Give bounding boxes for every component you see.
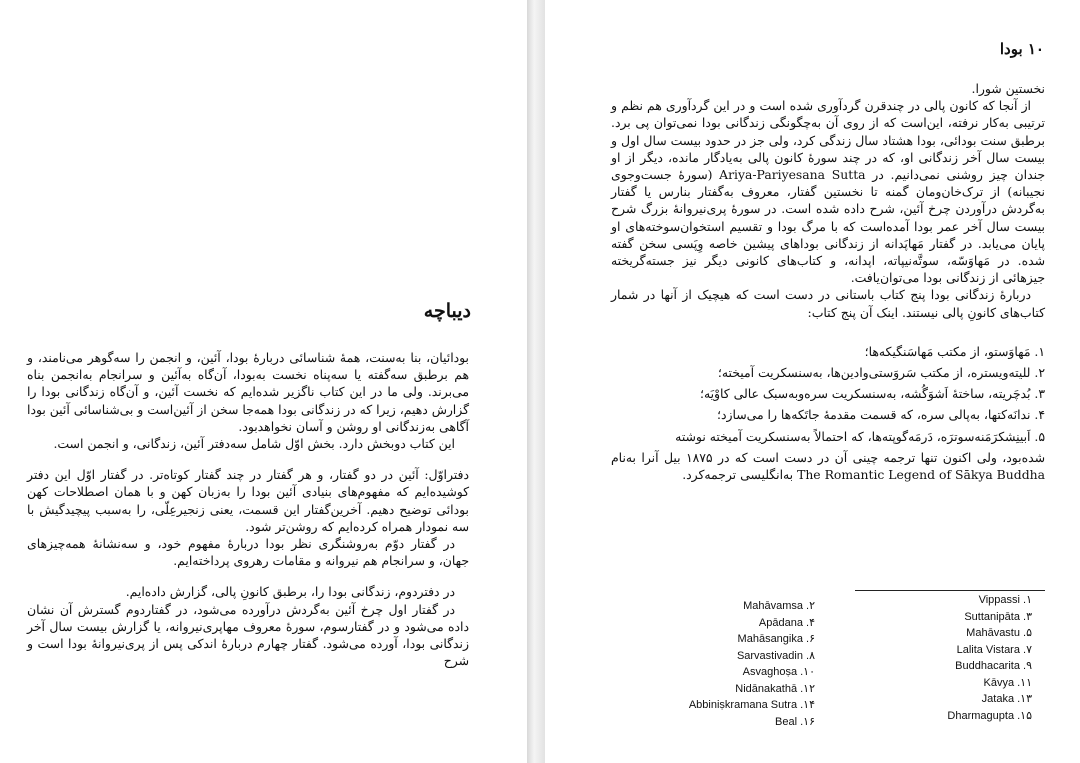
footnote: Suttanipāta .۳ (964, 610, 1032, 623)
footnote: Mahāvastu .۵ (966, 627, 1032, 639)
footnote: Beal .۱۶ (775, 715, 815, 728)
footnote: Apādana .۴ (758, 616, 815, 629)
footnote: Asvaghoṣa .۱۰ (742, 666, 815, 678)
footnote: Dharmagupta .۱۵ (947, 709, 1032, 722)
footnotes-left-column (689, 598, 815, 730)
list-item: ۴. ندانَه‌کتها، به‌پالی سره، که قسمت مقدمهٔ جاتَکه‌ها را می‌سازد؛ (717, 407, 1045, 423)
footnote: Mahāvamsa .۲ (743, 600, 815, 612)
right-paragraph-2: از آنجا که کانون پالی در چندقرن گردآوری شده است و در این گردآوری هم نظم و ترتیبی به‌کار نرفته، این‌است که از روی آن به‌چگونگی زندگانی بودا نمی‌توان پی برد. برطبق سنت بودائی، بودا هشتاد سال زندگی کرد، ولی جز در حدود بیست سال اول و بیست سال آخر زندگانی او، که در چند سورهٔ کانون پالی به‌یادگار مانده، دیگر از او جندان چیز روشنی نمی‌دانیم. در Ariya-Pariyesana Sutta (سورهٔ جست‌وجوی نجیبانه) از ترک‌خان‌ومان گمنه تا نخستین گفتار، معروف به‌گفتار بنارس یا گفتار به‌گردش درآوردن چرخ آئین، شرح داده شده است. در سورهٔ پری‌نیروانهٔ بزرگ شرح بیست سال آخر عمر بودا آمده‌است که با مرگ بودا و تقسیم استخوان‌سوخته‌های او پایان می‌یابد. در گفتار مَهاپَدانه از زندگانی بوداهای پیشین خاصه وِپَسی سخن گفته شده. در مَهاوَسّه، سوتَّه‌نیپاته، اپدانه، و کتاب‌های کانونی دیگر نیز جسته‌گریخته جیزهائی از زندگانی بودا می‌توان‌یافت. (611, 98, 1045, 286)
left-paragraph-4: در گفتار دوّم به‌روشنگری نظر بودا دربارهٔ مفهوم خود، و سه‌نشانهٔ همه‌چیزهای جهان، و سرانجام هم نیروانه و مقامات رهروی پرداخته‌ایم. (27, 536, 469, 569)
right-body-text (611, 80, 1045, 483)
left-paragraph-2: این کتاب دوبخش دارد. بخش اوّل شامل سه‌دفتر آئین، زندگانی، و انجمن است. (53, 436, 455, 452)
footnote: Buddhacarita .۹ (955, 660, 1032, 672)
footnote: Mahāsangika .۶ (737, 633, 815, 645)
left-page (0, 0, 527, 763)
chapter-heading: دیباچه (423, 300, 471, 322)
footnote: Abbiniṣkramana Sutra .۱۴ (688, 699, 815, 711)
list-item: ۱. مَهاوَستو، از مکتب مَهاسَنگیکه‌ها؛ (864, 343, 1045, 359)
page-header: ۱۰ بودا (999, 40, 1044, 58)
footnote: Lalita Vistara .۷ (956, 643, 1032, 656)
list-item: ۵. اَبینِشکرَمَنه‌سوترَه، دَرمَه‌گوپته‌ها، که احتمالاً به‌سنسکریت آمیخته نوشته (675, 428, 1045, 444)
footnote: Sarvastivadin .۸ (736, 649, 815, 662)
footnote: Jataka .۱۳ (981, 693, 1032, 705)
left-paragraph-5: در دفتردوم، زندگانی بودا را، برطبق کانونِ پالی، گزارش داده‌ایم. (125, 584, 455, 600)
list-item: ۲. للیته‌ویستره، از مکتب سَروَستی‌وادین‌ها، به‌سنسکریت آمیخته؛ (717, 365, 1045, 381)
right-paragraph-1: نخستین شورا. (971, 81, 1045, 96)
footnote: Kāvya .۱۱ (983, 676, 1032, 689)
after-list-text: شده‌بود، ولی اکنون تنها ترجمه چینی آن در دست است که در ۱۸۷۵ بیل آنرا به‌نام The Romantic Legend of Sākya Buddha به‌انگلیسی ترجمه‌کرد. (611, 449, 1045, 483)
left-paragraph-1: بودائیان، بنا به‌سنت، همهٔ شناسائی دربارهٔ بودا، آئین، و انجمن را سه‌گوهر می‌نامند، و هم برطبق سه‌گفته یا سه‌پناه نخست به‌بودا، آن‌گاه به‌آئین و سرانجام به‌انجمن بناه می‌برند. ولی ما در این کتاب ناگزیر شده‌ایم که نخست آئین، و آن‌گاه زندگانی بودا را گزارش دهیم، زیرا که در زندگانی بودا همه‌جا سخن از آئین‌است و بی‌شناسائی آئین بودا آگاهی به‌زندگانی او روشن و آسان نخواهدبود. (27, 350, 469, 434)
right-paragraph-3: دربارهٔ زندگانی بودا پنج کتاب باستانی در دست است که هیچیک از آنها در شمار کتاب‌های کانونِ پالی نیستند. اینک آن پنج کتاب: (611, 287, 1045, 320)
footnote: Vippassi .۱ (978, 594, 1032, 606)
left-paragraph-3: دفتراوّل: آئین در دو گفتار، و هر گفتار در چند گفتار کوتاه‌تر. در گفتار اوّل این دفتر کوشیده‌ایم که مفهوم‌های بنیادی آئین بودا را به‌زبان کهن و با همان اصطلاحات کهن بودائی توضیح دهیم. آخرین‌گفتار این قسمت، یعنی زنجیرعِلّی، را به‌سبب پیچیدگیش با سه نمودار همراه کرده‌ایم که روشن‌تر شود. (27, 467, 469, 534)
right-page (545, 0, 1080, 763)
list-item: ۳. بُدچَریته، ساختهٔ اَشوَگُشه، به‌سنسکریت سره‌وبه‌سبک عالی کاوْیَه؛ (700, 386, 1045, 402)
footnote-divider (855, 590, 1045, 591)
footnotes-right-column (947, 592, 1032, 724)
left-paragraph-6: در گفتار اول چرخ آئین به‌گردش درآورده می‌شود، در گفتاردوم گسترش آن نشان داده می‌شود و در گفتارسوم، سورهٔ معروف مهاپری‌نیروانه، یا گزارش بیست سال آخر زندگانی بودا، آورده می‌شود. گفتار چهارم دربارهٔ اندکی پس از پری‌نیروانهٔ بودا است و شرح (27, 601, 469, 669)
book-list (611, 343, 1045, 445)
left-body-text (27, 349, 469, 669)
book-gutter (527, 0, 545, 763)
footnote: Nidānakathā .۱۲ (735, 682, 815, 695)
